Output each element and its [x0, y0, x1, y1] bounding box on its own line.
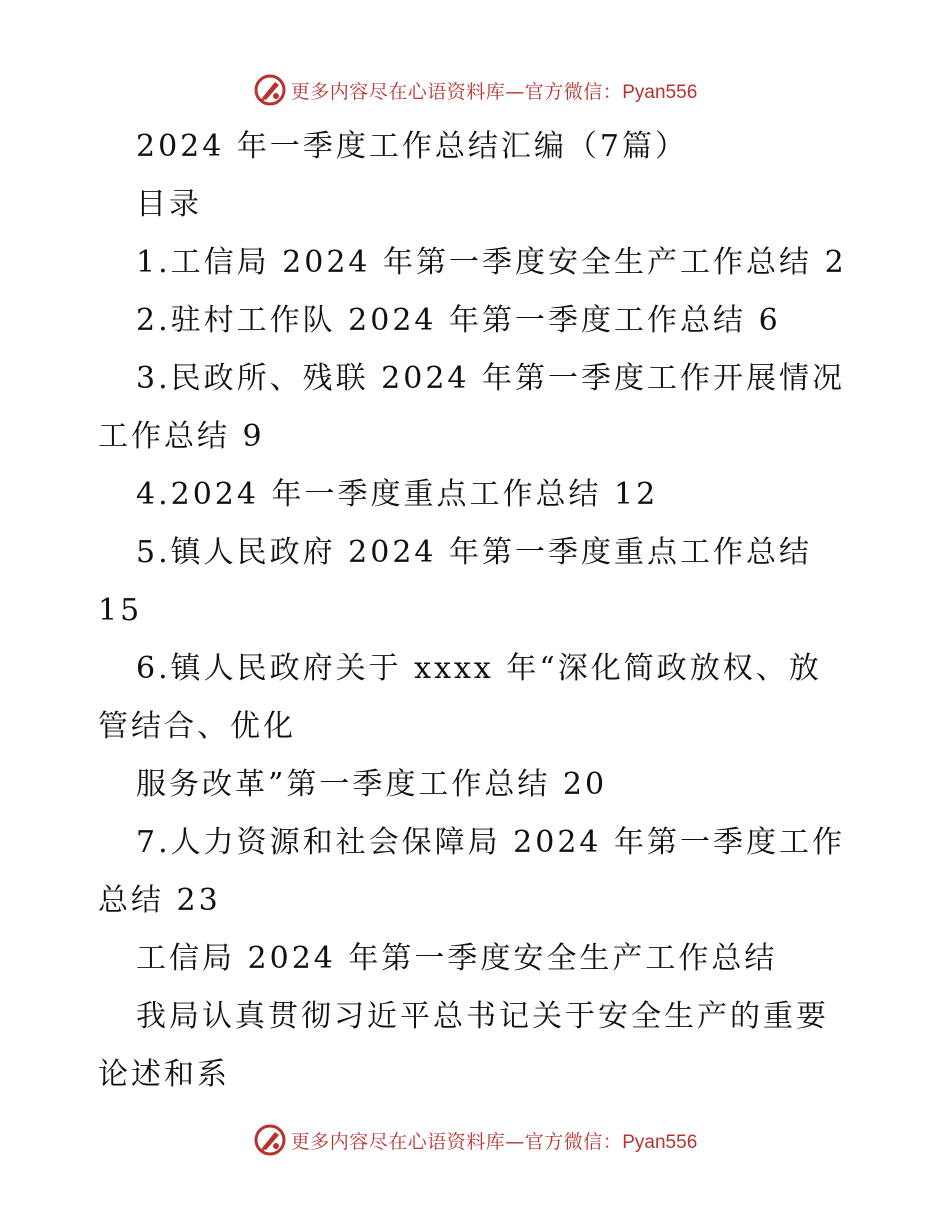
document-body: [98, 118, 858, 1104]
toc-entry: 7.人力资源和社会保障局 2024 年第一季度工作: [136, 825, 846, 860]
pen-logo-icon: [253, 1123, 287, 1157]
watermark-wechat-id: Pyan556: [622, 81, 698, 103]
watermark-wechat-id: Pyan556: [622, 1131, 698, 1153]
toc-entry: 1.工信局 2024 年第一季度安全生产工作总结 2: [136, 245, 847, 280]
section-heading: 工信局 2024 年第一季度安全生产工作总结: [136, 941, 778, 976]
toc-entry: 4.2024 年一季度重点工作总结 12: [136, 477, 659, 512]
watermark-text: 更多内容尽在心语资料库—官方微信：Pyan556: [290, 1130, 698, 1153]
body-paragraph-continuation: 论述和系: [98, 1057, 230, 1092]
toc-heading: 目录: [136, 187, 202, 222]
toc-entry-continuation: 总结 23: [98, 883, 221, 918]
toc-entry: 6.镇人民政府关于 xxxx 年“深化简政放权、放: [136, 651, 822, 686]
body-paragraph: 我局认真贯彻习近平总书记关于安全生产的重要: [136, 999, 829, 1034]
watermark-header: [0, 70, 950, 110]
pen-logo-icon: [253, 73, 287, 107]
toc-entry-continuation: 服务改革”第一季度工作总结 20: [136, 767, 608, 802]
toc-entry-continuation: 工作总结 9: [98, 419, 265, 454]
watermark-footer: [0, 1120, 950, 1160]
toc-entry: 3.民政所、残联 2024 年第一季度工作开展情况: [136, 361, 846, 396]
toc-entry: 2.驻村工作队 2024 年第一季度工作总结 6: [136, 303, 781, 338]
toc-entry-continuation: 管结合、优化: [98, 709, 296, 744]
toc-entry-continuation: 15: [98, 593, 143, 628]
toc-entry: 5.镇人民政府 2024 年第一季度重点工作总结: [136, 535, 813, 570]
document-title: 2024 年一季度工作总结汇编（7篇）: [136, 129, 688, 164]
watermark-text: 更多内容尽在心语资料库—官方微信：Pyan556: [290, 80, 698, 103]
